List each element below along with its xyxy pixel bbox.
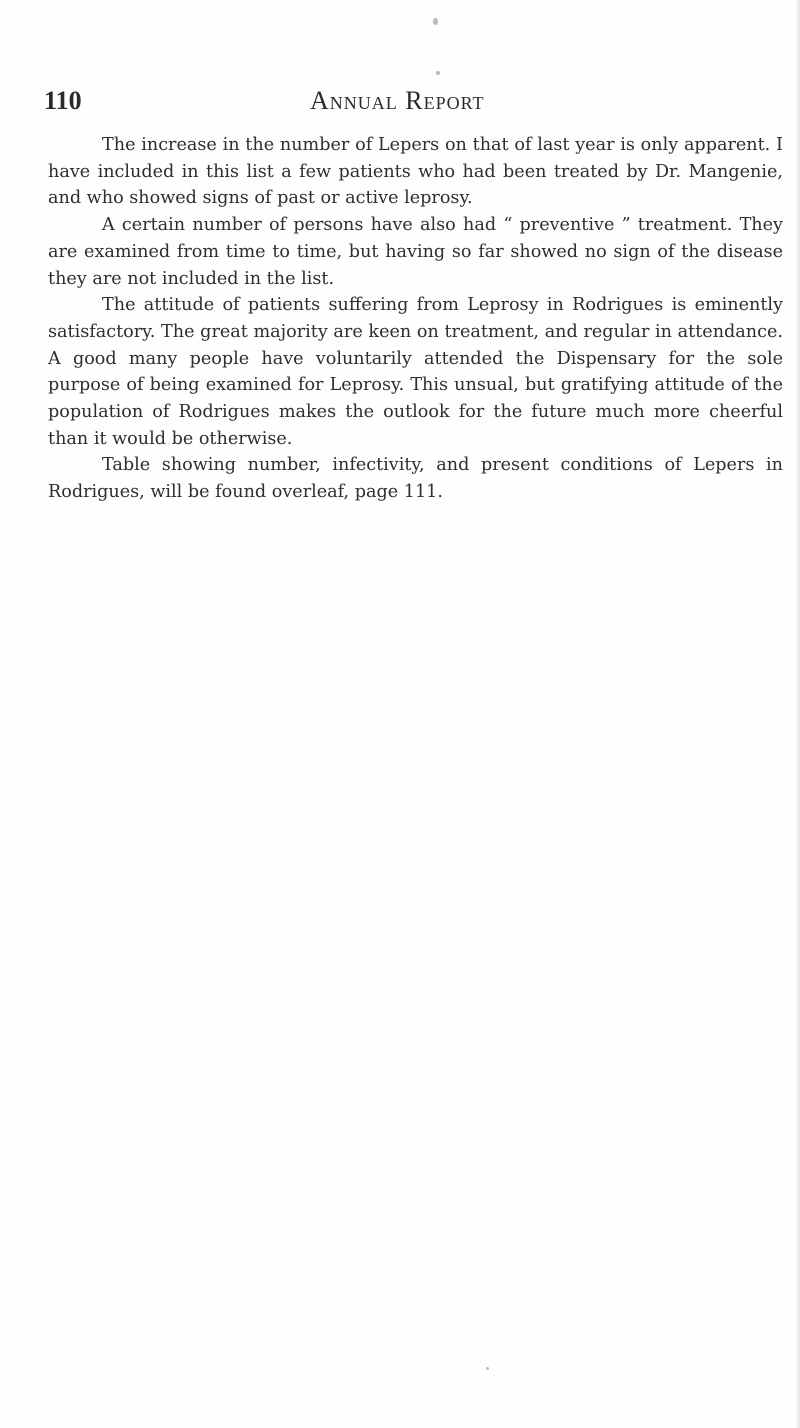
body-text <box>48 132 783 506</box>
running-title: Annual Report <box>310 86 485 115</box>
page-edge-shadow <box>795 0 800 1428</box>
paragraph-preventive-treatment: A certain number of persons have also had “ preventive ” treatment. They are examined from time to time, but having so far showed no sign of the disease they are not included in the list. <box>48 215 783 289</box>
paper-speck <box>433 18 438 25</box>
paper-speck <box>486 1367 489 1370</box>
page-header <box>44 86 784 120</box>
page-number: 110 <box>44 86 82 115</box>
paragraph-table-reference: Table showing number, infectivity, and present conditions of Lepers in Rodrigues, will be found overleaf, page 111. <box>48 455 783 503</box>
paper-speck <box>436 71 440 75</box>
paragraph-patient-attitude: The attitude of patients suffering from Leprosy in Rodrigues is eminently satisfactory. The great majority are keen on treatment, and regular in attendance. A good many people have voluntarily attended the Dispensary for the sole purpose of being examined for Leprosy. This unsual, but gratifying attitude of the population of Rodrigues makes the outlook for the future much more cheerful than it would be otherwise. <box>48 295 783 449</box>
paragraph-lepers-increase: The increase in the number of Lepers on that of last year is only apparent. I have included in this list a few patients who had been treated by Dr. Mangenie, and who showed signs of past or active leprosy. <box>48 135 783 209</box>
